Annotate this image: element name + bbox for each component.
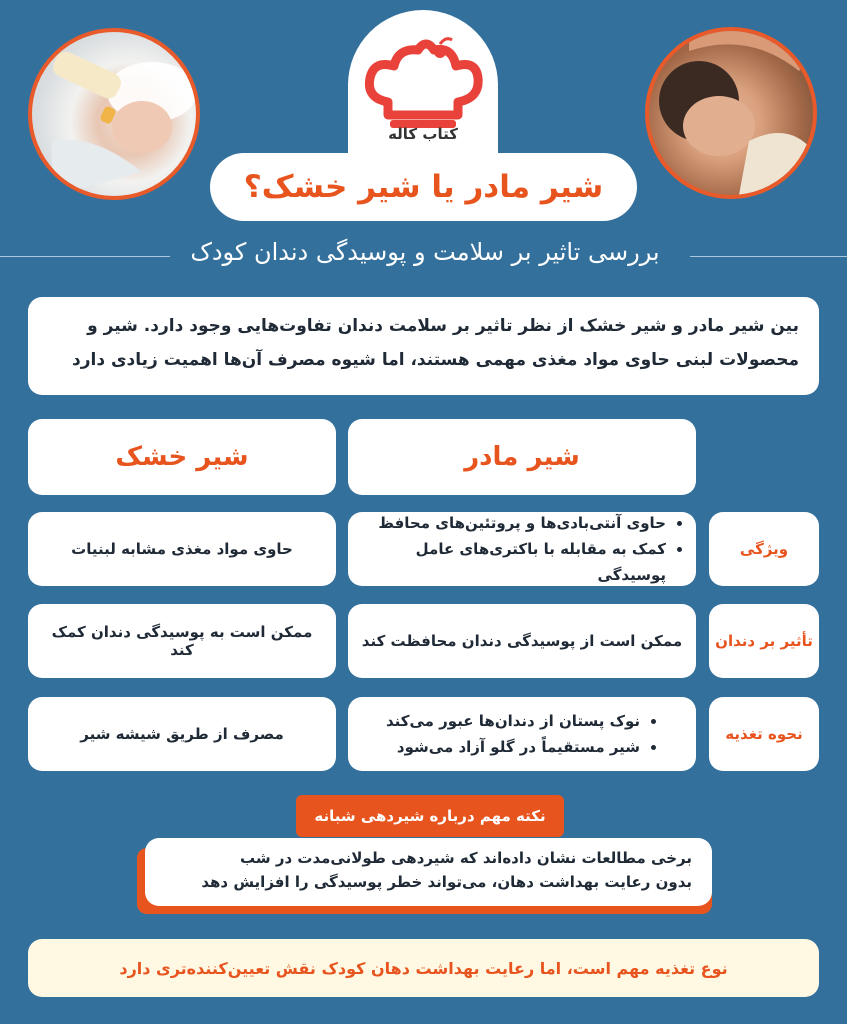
note-line-2: بدون رعایت بهداشت دهان، می‌تواند خطر پوسیدگی را افزایش دهد [201, 873, 692, 891]
cell-mother-tooth-effect: ممکن است از پوسیدگی دندان محافظت کند [348, 604, 696, 678]
cell-formula-feature: حاوی مواد مغذی مشابه لبنیات [28, 512, 336, 586]
row-label-feature: ویژگی [709, 512, 819, 586]
list-item: • حاوی آنتی‌بادی‌ها و پروتئین‌های محافظ [360, 510, 666, 536]
footer-takeaway: نوع تغذیه مهم است، اما رعایت بهداشت دهان کودک نقش تعیین‌کننده‌تری دارد [28, 939, 819, 997]
note-title: نکته مهم درباره شیردهی شبانه [296, 795, 564, 837]
col-header-formula: شیر خشک [28, 419, 336, 495]
col-header-mother-milk: شیر مادر [348, 419, 696, 495]
subtitle-divider-left [0, 256, 170, 257]
note-line-1: برخی مطالعات نشان داده‌اند که شیردهی طولانی‌مدت در شب [239, 849, 692, 867]
intro-text: بین شیر مادر و شیر خشک از نظر تاثیر بر سلامت دندان تفاوت‌هایی وجود دارد. شیر و محصولات لبنی حاوی مواد مغذی مهمی هستند، اما شیوه مصرف آن‌ها اهمیت زیادی دارد [28, 297, 819, 395]
list-item: • شیر مستقیماً در گلو آزاد می‌شود [386, 734, 640, 760]
cell-mother-feature [348, 512, 696, 586]
list-item: • نوک پستان از دندان‌ها عبور می‌کند [386, 708, 640, 734]
row-label-feeding-method: نحوه تغذیه [709, 697, 819, 771]
cell-formula-feeding-method: مصرف از طریق شیشه شیر [28, 697, 336, 771]
sleeping-baby-photo [645, 27, 817, 199]
subtitle-divider-right [690, 256, 847, 257]
note-box [145, 838, 712, 906]
brand-name: کتاب کاله [388, 125, 458, 143]
cell-mother-feeding-method [348, 697, 696, 771]
page-title: شیر مادر یا شیر خشک؟ [210, 153, 637, 221]
list-item: • کمک به مقابله با باکتری‌های عامل پوسیدگی [360, 536, 666, 588]
cell-formula-tooth-effect: ممکن است به پوسیدگی دندان کمک کند [28, 604, 336, 678]
row-label-tooth-effect: تأثیر بر دندان [709, 604, 819, 678]
baby-bottle-photo [28, 28, 200, 200]
subtitle: بررسی تاثیر بر سلامت و پوسیدگی دندان کودک [190, 238, 660, 266]
